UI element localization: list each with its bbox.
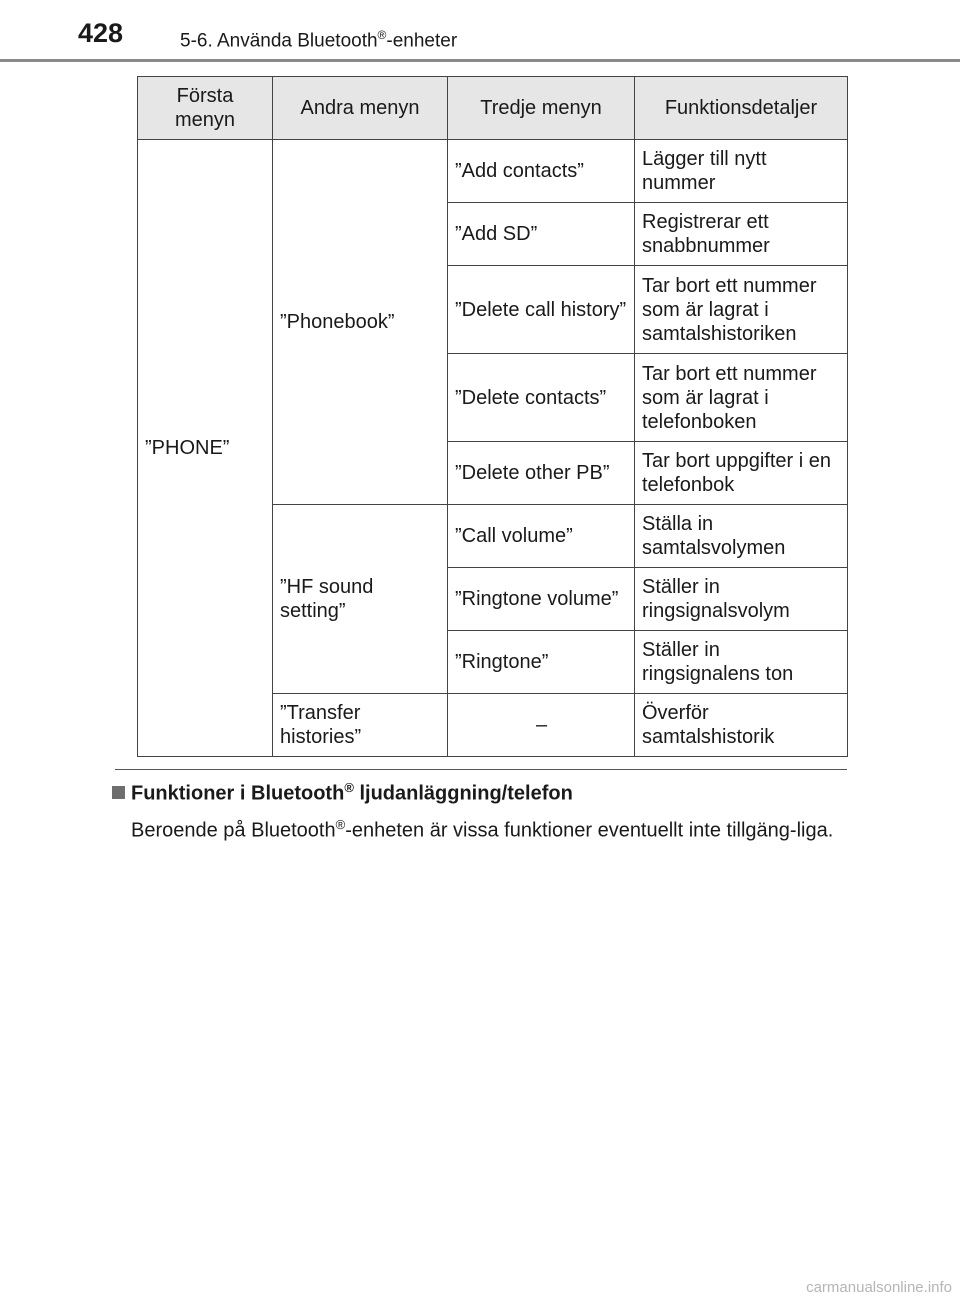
- table-header-row: [138, 77, 848, 140]
- third-menu-cell: ”Ringtone”: [448, 631, 635, 694]
- column-header: Första menyn: [138, 77, 273, 140]
- header-rule: [0, 59, 960, 62]
- third-menu-cell: ”Ringtone volume”: [448, 568, 635, 631]
- third-menu-cell: ”Delete other PB”: [448, 442, 635, 505]
- menu-table: [137, 76, 848, 757]
- second-menu-cell: ”Transfer histories”: [273, 694, 448, 757]
- detail-cell: Registrerar ett snabbnummer: [635, 203, 848, 266]
- detail-cell: Tar bort uppgifter i en telefonbok: [635, 442, 848, 505]
- first-menu-cell: ”PHONE”: [138, 140, 273, 757]
- subsection-heading: Funktioner i Bluetooth® ljudanläggning/telefon: [112, 780, 573, 806]
- third-menu-cell: –: [448, 694, 635, 757]
- page-number: 428: [78, 18, 124, 48]
- detail-cell: Ställer in ringsignalens ton: [635, 631, 848, 694]
- body-paragraph: Beroende på Bluetooth®-enheten är vissa funktioner eventuellt inte tillgäng-liga.: [131, 817, 834, 842]
- third-menu-cell: ”Delete contacts”: [448, 354, 635, 442]
- detail-cell: Ställa in samtalsvolymen: [635, 505, 848, 568]
- third-menu-cell: ”Add SD”: [448, 203, 635, 266]
- table-row: [138, 140, 848, 203]
- third-menu-cell: ”Add contacts”: [448, 140, 635, 203]
- third-menu-cell: ”Delete call history”: [448, 266, 635, 354]
- detail-cell: Tar bort ett nummer som är lagrat i telefonboken: [635, 354, 848, 442]
- second-menu-cell: ”HF sound setting”: [273, 505, 448, 694]
- detail-cell: Ställer in ringsignalsvolym: [635, 568, 848, 631]
- column-header: Funktionsdetaljer: [635, 77, 848, 140]
- second-menu-cell: ”Phonebook”: [273, 140, 448, 505]
- column-header: Tredje menyn: [448, 77, 635, 140]
- section-title: 5-6. Använda Bluetooth®-enheter: [180, 28, 458, 52]
- detail-cell: Tar bort ett nummer som är lagrat i samtalshistoriken: [635, 266, 848, 354]
- watermark: carmanualsonline.info: [806, 1279, 952, 1296]
- section-divider: [115, 769, 847, 770]
- column-header: Andra menyn: [273, 77, 448, 140]
- detail-cell: Lägger till nytt nummer: [635, 140, 848, 203]
- third-menu-cell: ”Call volume”: [448, 505, 635, 568]
- square-bullet-icon: [112, 786, 125, 799]
- detail-cell: Överför samtalshistorik: [635, 694, 848, 757]
